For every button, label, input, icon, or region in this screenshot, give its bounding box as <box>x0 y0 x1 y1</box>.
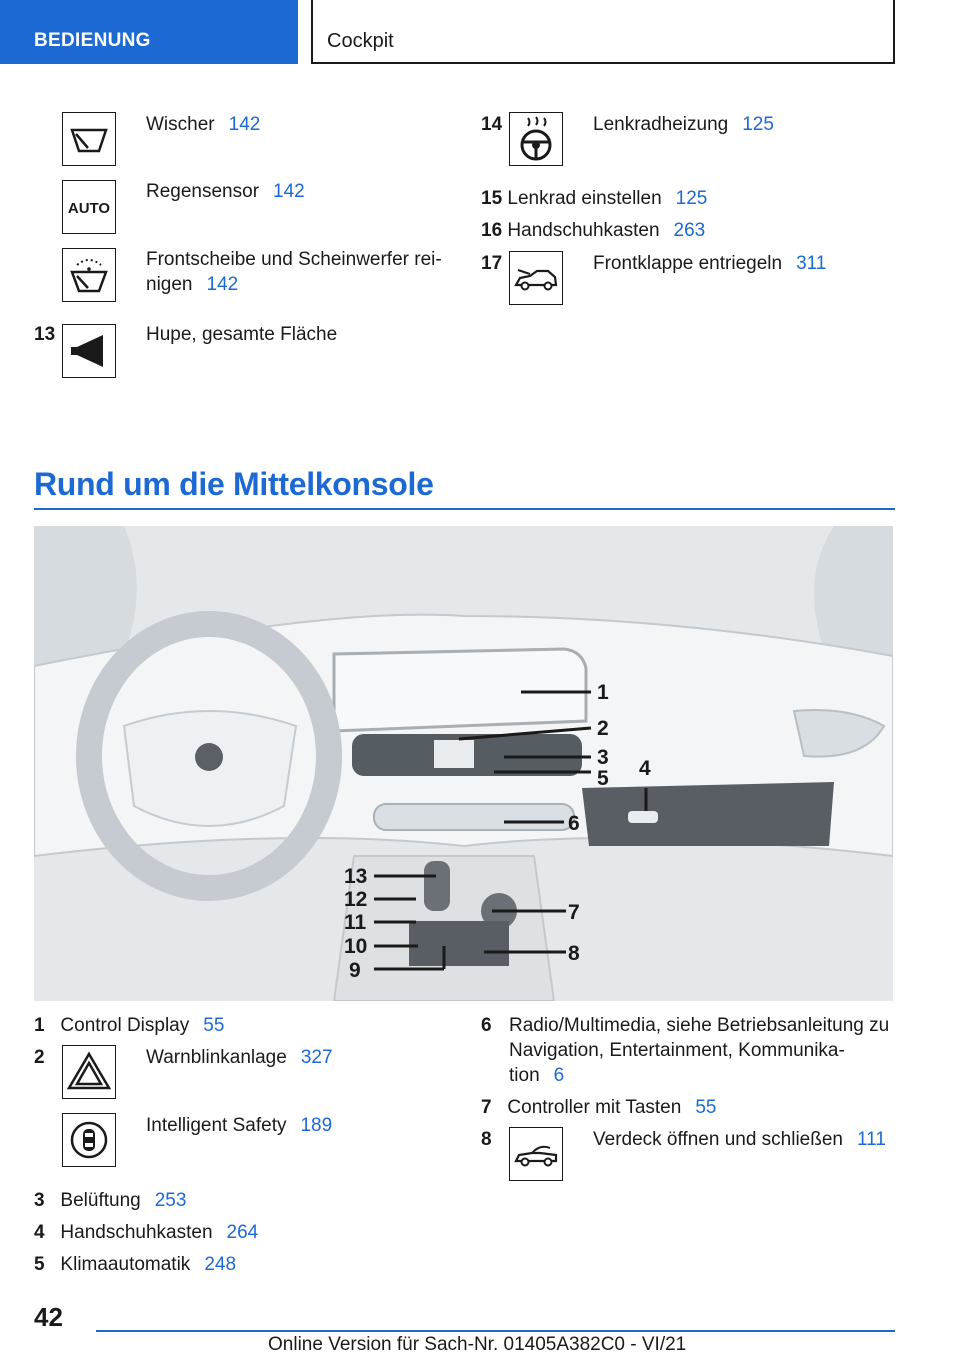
callout-12: 12 <box>344 888 368 911</box>
callout-5: 5 <box>597 767 609 790</box>
item-controller: 7 Controller mit Tasten 55 <box>481 1097 717 1118</box>
section-tab <box>0 0 298 64</box>
steering-heat-icon <box>509 112 563 166</box>
callout-13: 13 <box>344 865 368 888</box>
callout-11: 11 <box>344 911 367 934</box>
auto-icon-text: AUTO <box>67 200 111 217</box>
callout-6: 6 <box>568 812 580 835</box>
callout-7: 7 <box>568 901 580 924</box>
item-klimaautomatik: 5 Klimaautomatik 248 <box>34 1254 237 1275</box>
callout-10: 10 <box>344 935 368 958</box>
page-ref[interactable]: 55 <box>203 1015 225 1036</box>
item-intelligent-safety: Intelligent Safety 189 <box>146 1115 333 1136</box>
callout-1: 1 <box>597 681 609 704</box>
footer-text: Online Version für Sach-Nr. 01405A382C0 - VI/21 <box>268 1334 687 1355</box>
callout-9: 9 <box>349 959 361 982</box>
wiper-icon <box>62 112 116 166</box>
callout-3: 3 <box>597 746 609 769</box>
page-ref[interactable]: 264 <box>226 1222 259 1243</box>
item-number: 14 <box>481 114 503 135</box>
cockpit-illustration <box>34 526 893 1001</box>
page-ref[interactable]: 327 <box>300 1047 333 1068</box>
page-ref[interactable]: 55 <box>695 1097 717 1118</box>
safety-icon <box>62 1113 116 1167</box>
cockpit-drawing <box>34 526 893 1001</box>
page-number: 42 <box>34 1302 63 1332</box>
item-number: 13 <box>34 324 56 345</box>
page-ref[interactable]: 111 <box>857 1129 886 1150</box>
item-number: 8 <box>481 1129 492 1150</box>
washer-icon <box>62 248 116 302</box>
item-hupe: Hupe, gesamte Fläche <box>146 324 338 345</box>
item-frontscheibe: Frontscheibe und Scheinwerfer rei- nigen 142 <box>146 249 442 295</box>
item-control-display: 1 Control Display 55 <box>34 1015 225 1036</box>
item-handschuhkasten-top: 16 Handschuhkasten 263 <box>481 220 706 241</box>
callout-4: 4 <box>639 757 651 780</box>
horn-icon <box>62 324 116 378</box>
page-ref[interactable]: 248 <box>204 1254 237 1275</box>
auto-text-icon <box>62 180 116 234</box>
page-ref[interactable]: 311 <box>796 253 827 274</box>
page-ref[interactable]: 142 <box>206 274 239 295</box>
convertible-icon <box>509 1127 563 1181</box>
chapter-header <box>311 0 895 64</box>
title-rule <box>34 508 895 510</box>
item-number: 2 <box>34 1047 45 1068</box>
section-title: Rund um die Mittelkonsole <box>34 466 434 502</box>
page-ref[interactable]: 253 <box>154 1190 187 1211</box>
car-hood-icon <box>509 251 563 305</box>
footer-rule <box>96 1330 895 1332</box>
hazard-icon <box>62 1045 116 1099</box>
page-ref[interactable]: 263 <box>673 220 706 241</box>
item-number: 17 <box>481 253 503 274</box>
item-lenkradheizung: Lenkradheizung 125 <box>593 114 774 135</box>
item-belueftung: 3 Belüftung 253 <box>34 1190 187 1211</box>
item-radio-multimedia: Radio/Multimedia, siehe Betriebsanleitung zu Navigation, Entertainment, Kommunika- tion 6 <box>509 1015 890 1086</box>
item-number: 6 <box>481 1015 492 1036</box>
page-ref[interactable]: 125 <box>675 188 708 209</box>
item-handschuhkasten: 4 Handschuhkasten 264 <box>34 1222 259 1243</box>
item-verdeck: Verdeck öffnen und schließen 111 <box>593 1129 886 1150</box>
section-label: BEDIENUNG <box>34 30 151 51</box>
item-regensensor: Regensensor 142 <box>146 181 305 202</box>
callout-8: 8 <box>568 942 580 965</box>
chapter-label: Cockpit <box>327 30 394 52</box>
page-ref[interactable]: 142 <box>273 181 305 202</box>
item-warnblinkanlage: Warnblinkanlage 327 <box>146 1047 333 1068</box>
callout-2: 2 <box>597 717 609 740</box>
page-ref[interactable]: 125 <box>742 114 774 135</box>
item-wischer: Wischer 142 <box>146 114 261 135</box>
item-lenkrad-einstellen: 15 Lenkrad einstellen 125 <box>481 188 708 209</box>
page-ref[interactable]: 189 <box>300 1115 333 1136</box>
page-ref[interactable]: 142 <box>228 114 261 135</box>
item-frontklappe: Frontklappe entriegeln 311 <box>593 253 827 274</box>
page-ref[interactable]: 6 <box>553 1065 565 1086</box>
